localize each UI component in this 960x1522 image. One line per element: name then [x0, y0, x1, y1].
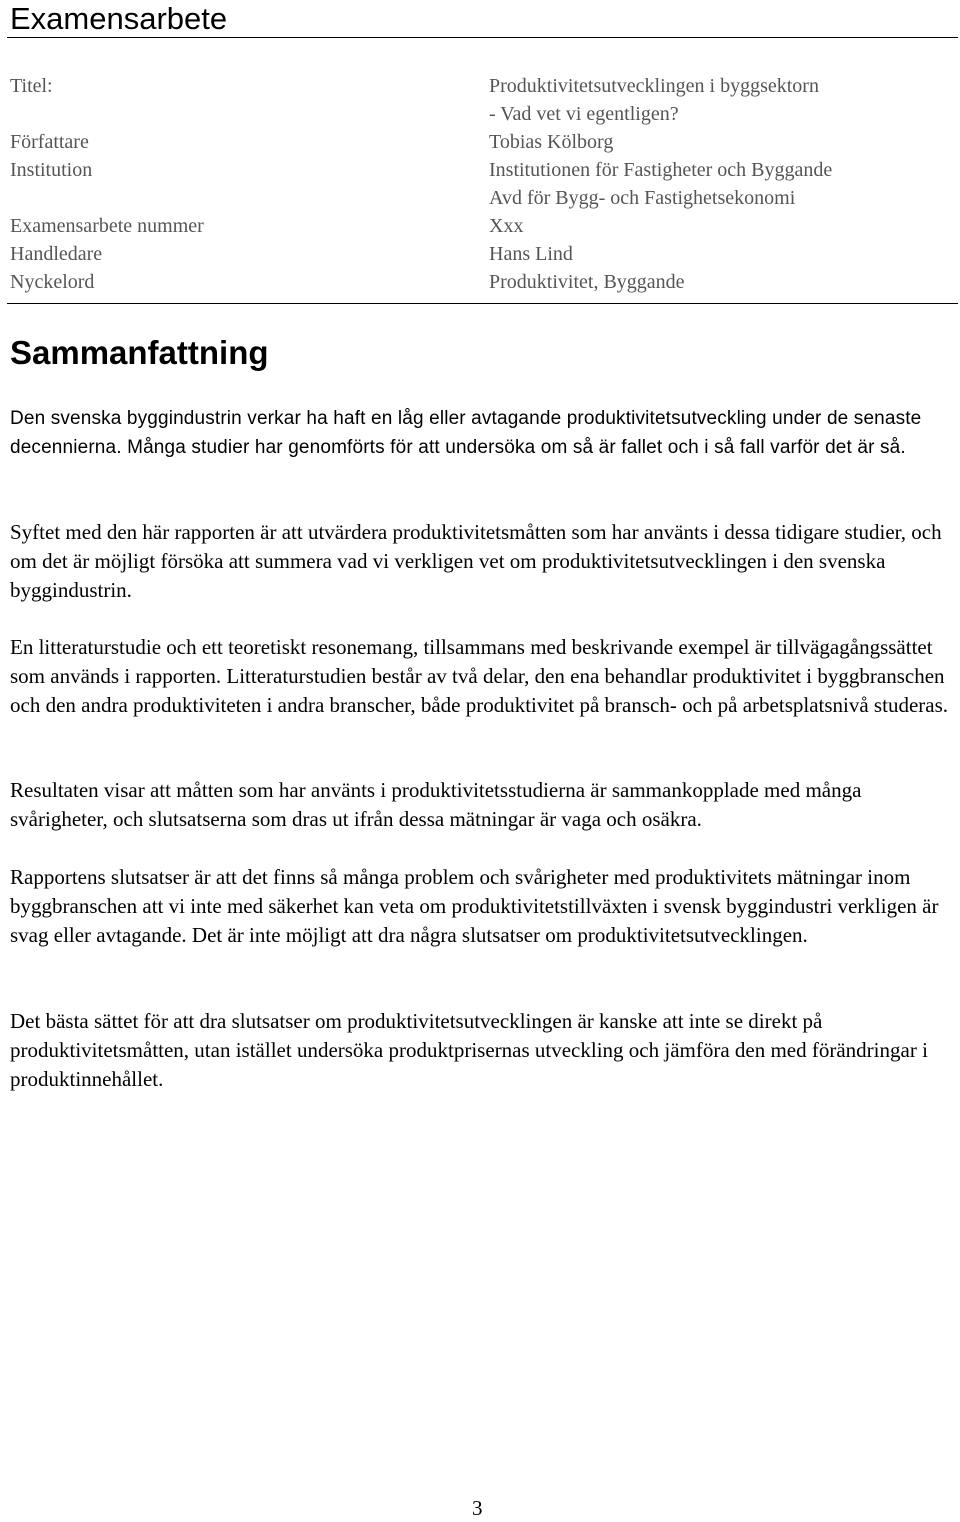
- top-rule: [7, 37, 958, 38]
- meta-value: Xxx: [489, 215, 524, 237]
- meta-row-keywords: [0, 268, 960, 296]
- meta-row-supervisor: [0, 240, 960, 268]
- meta-row-author: [0, 128, 960, 156]
- meta-label: Examensarbete nummer: [10, 215, 204, 237]
- body-paragraph-1: Syftet med den här rapporten är att utvärdera produktivitetsmåtten som har använts i dessa tidigare studier, och om det är möjligt försöka att summera vad vi verkligen vet om produktivitetsutvecklingen i den svenska byggindustrin.: [10, 520, 942, 602]
- body-paragraph-4: Rapportens slutsatser är att det finns så många problem och svårigheter med produktivitets mätningar inom byggbranschen att vi inte med säkerhet kan veta om produktivitetstillväxten i svensk byggindustri verkligen är svag eller avtagande. Det är inte möjligt att dra några slutsatser om produktivitetsutvecklingen.: [10, 865, 939, 947]
- meta-label: Handledare: [10, 243, 103, 265]
- page-number: 3: [472, 1496, 483, 1520]
- meta-label: Författare: [10, 131, 89, 153]
- meta-row-title: [0, 72, 960, 100]
- meta-value: Hans Lind: [489, 243, 573, 265]
- body-paragraph-3: Resultaten visar att måtten som har använts i produktivitetsstudierna är sammankopplade med många svårigheter, och slutsatserna som dras ut ifrån dessa mätningar är vaga och osäkra.: [10, 778, 862, 831]
- meta-value: Produktivitetsutvecklingen i byggsektorn: [489, 75, 819, 97]
- meta-label: Institution: [10, 159, 93, 181]
- meta-label: Nyckelord: [10, 271, 95, 293]
- meta-row-thesis-number: [0, 212, 960, 240]
- meta-value: - Vad vet vi egentligen?: [489, 103, 679, 125]
- meta-label: Titel:: [10, 75, 53, 97]
- meta-row-title-cont: [0, 100, 960, 128]
- meta-value: Tobias Kölborg: [489, 131, 614, 153]
- body-paragraph-5: Det bästa sättet för att dra slutsatser om produktivitetsutvecklingen är kanske att inte se direkt på produktivitetsmåtten, utan istället undersöka produktprisernas utveckling och jämföra den med förändringar i produktinnehållet.: [10, 1009, 928, 1091]
- meta-value: Produktivitet, Byggande: [489, 271, 685, 293]
- meta-value: Institutionen för Fastigheter och Byggande: [489, 159, 833, 181]
- body-paragraph-2: En litteraturstudie och ett teoretiskt resonemang, tillsammans med beskrivande exempel är tillvägagångssättet som används i rapporten. Litteraturstudien består av två delar, den ena behandlar produktivitet i byggbranschen och den andra produktiviteten i andra branscher, både produktivitet på bransch- och på arbetsplatsnivå studeras.: [10, 635, 948, 717]
- section-title: Sammanfattning: [10, 334, 269, 371]
- page-title: Examensarbete: [10, 1, 228, 36]
- bottom-rule: [7, 303, 958, 304]
- meta-row-institution-cont: [0, 184, 960, 212]
- meta-value: Avd för Bygg- och Fastighetsekonomi: [489, 187, 796, 209]
- abstract-paragraph: Den svenska byggindustrin verkar ha haft en låg eller avtagande produktivitetsutveckling under de senaste decennierna. Många studier har genomförts för att undersöka om så är fallet och i så fall varför det är så.: [10, 408, 922, 458]
- meta-row-institution: [0, 156, 960, 184]
